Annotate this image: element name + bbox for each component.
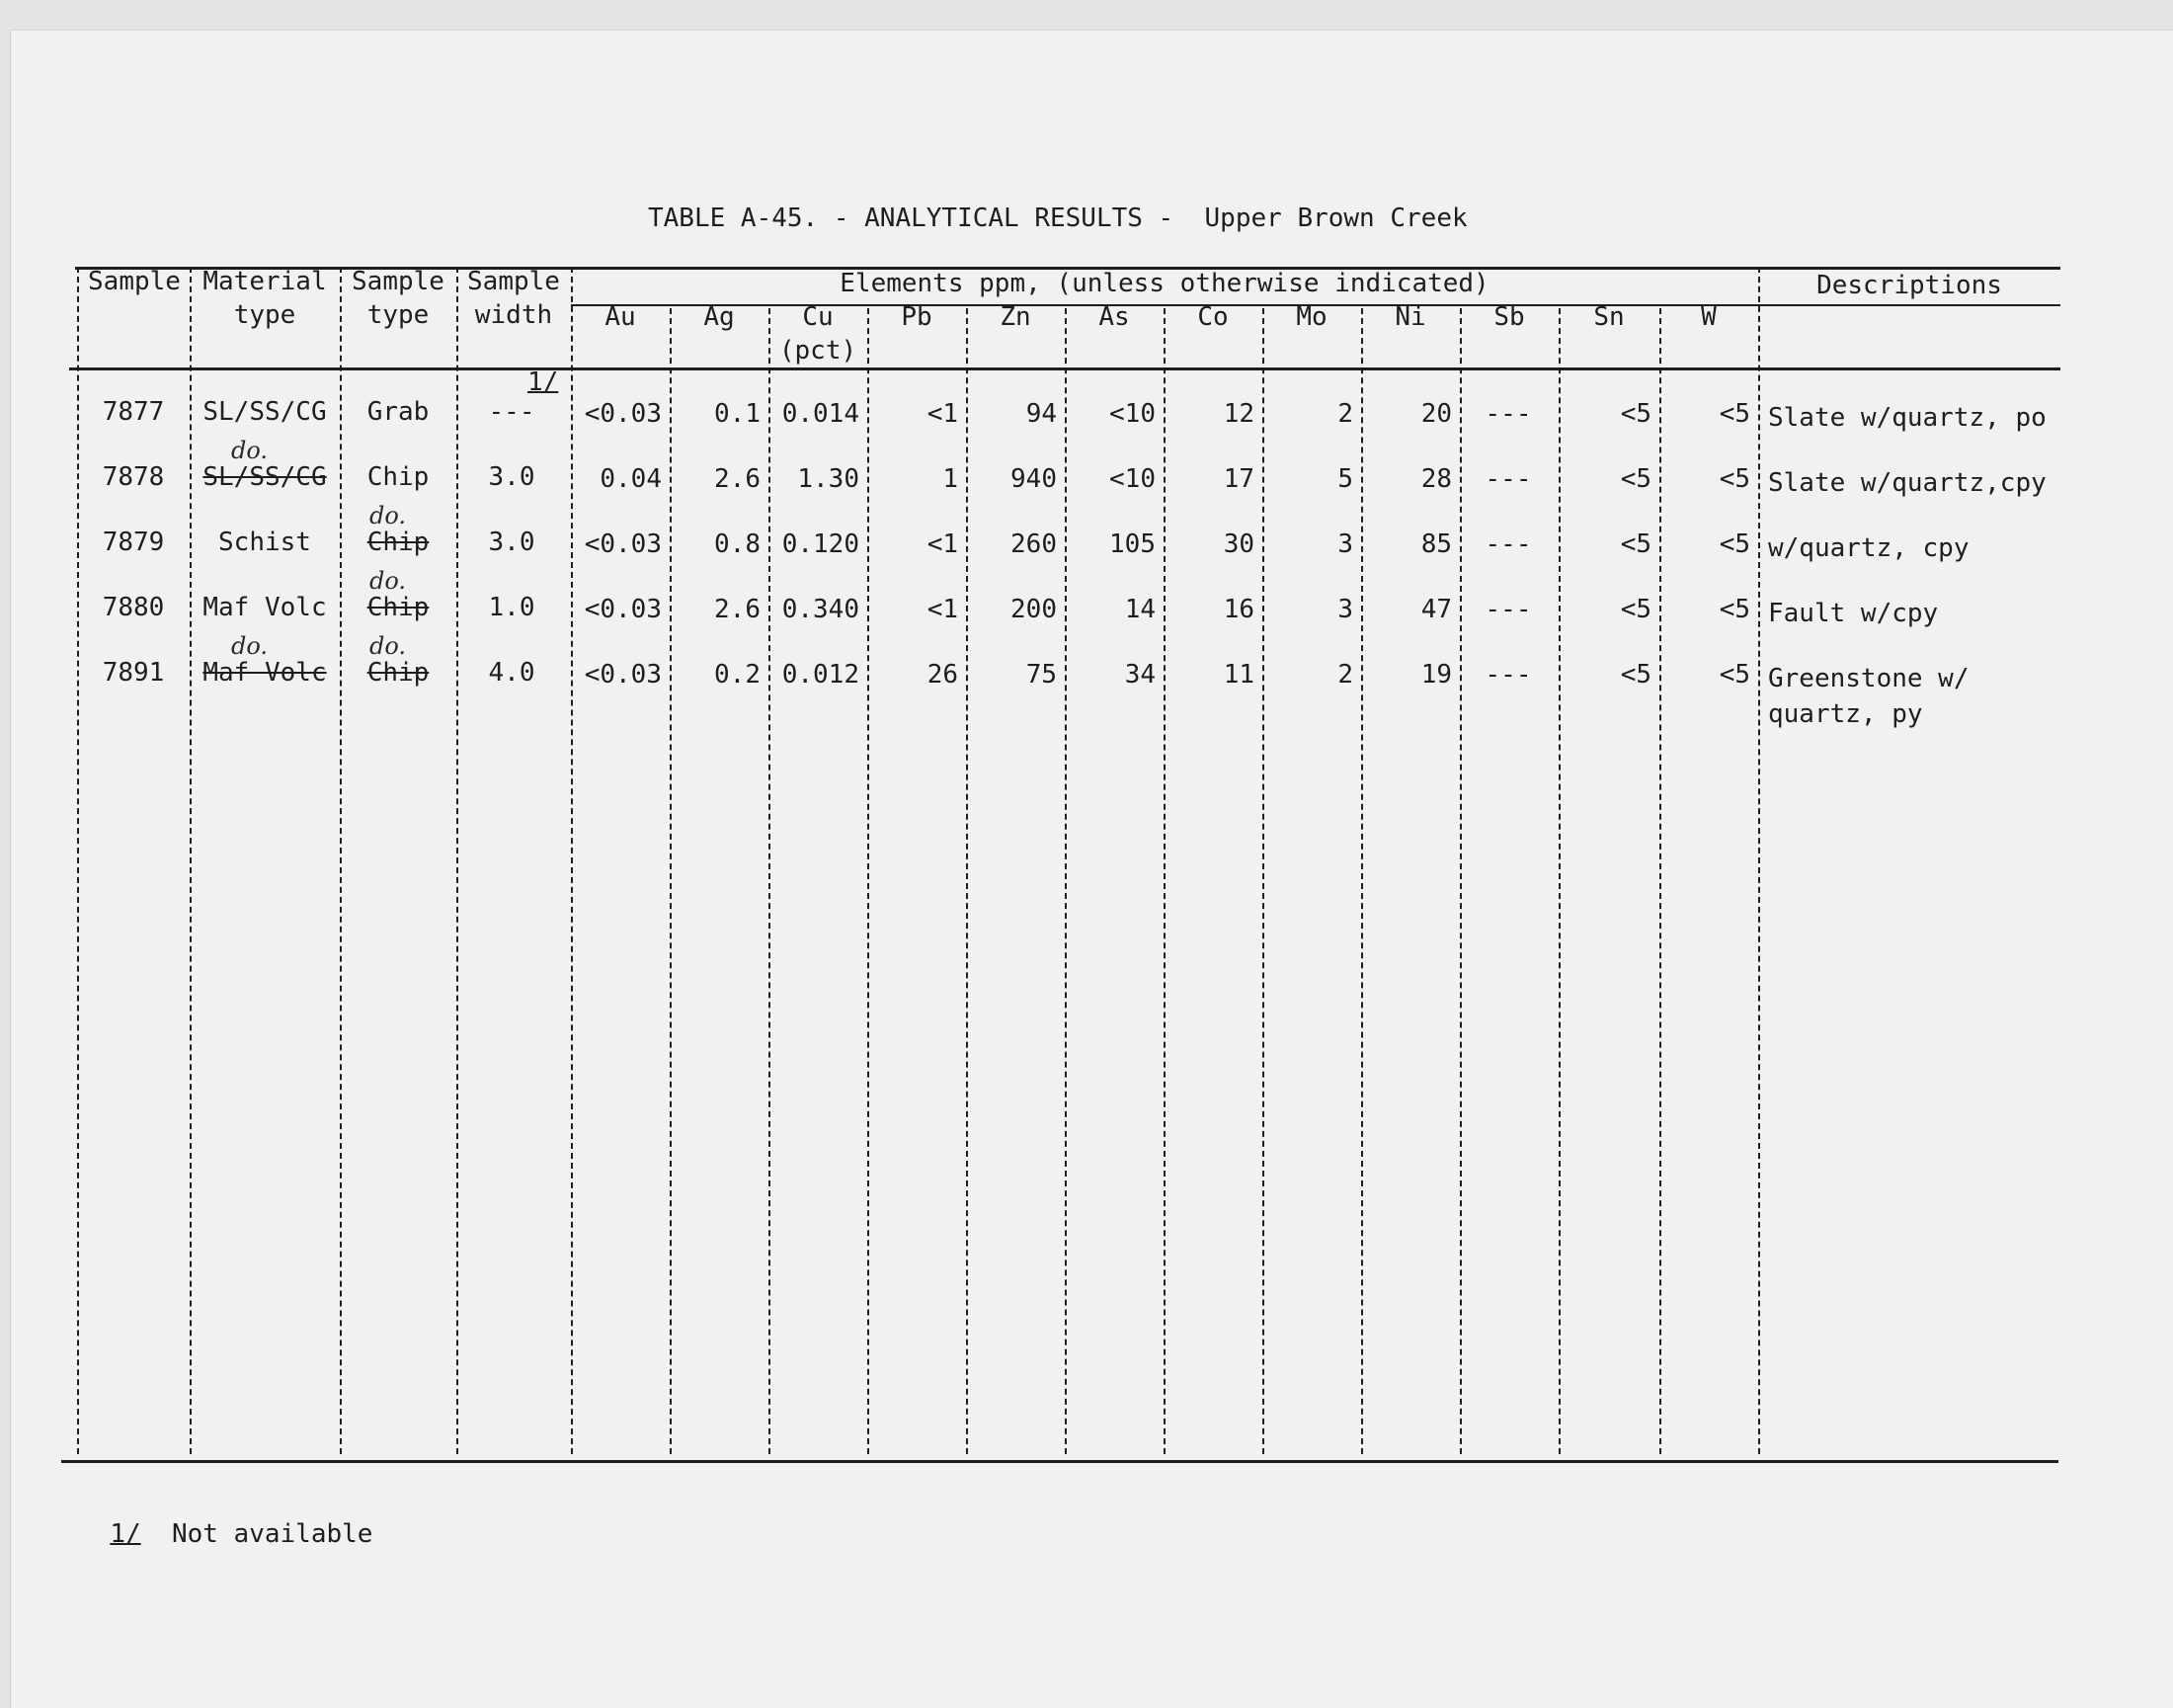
table-row-description: Slate w/quartz,cpy xyxy=(1768,468,2047,498)
table-row-as: <10 xyxy=(1109,464,1156,494)
table-row-as: 105 xyxy=(1109,529,1156,559)
table-row-sample-type: Chip xyxy=(366,593,430,622)
table-row-material: Schist xyxy=(218,528,311,557)
table-row-sample: 7880 xyxy=(102,593,165,622)
table-row-w: <5 xyxy=(1719,660,1750,690)
header-cu-unit: (pct) xyxy=(778,336,857,366)
header-element-ag: Ag xyxy=(703,302,735,332)
table-row-pb: <1 xyxy=(926,529,958,559)
table-row-description: quartz, py xyxy=(1768,699,1923,729)
header-sample-width-2: width xyxy=(474,300,553,330)
header-material-type: Material xyxy=(202,267,327,296)
table-row-sb: --- xyxy=(1485,464,1532,494)
table-row-ag: 0.2 xyxy=(714,660,761,690)
ditto-mark: do. xyxy=(369,502,407,529)
table-row-sample: 7878 xyxy=(102,462,165,492)
column-divider xyxy=(190,267,192,1454)
table-row-pb: <1 xyxy=(926,399,958,429)
table-row-ag: 0.8 xyxy=(714,529,761,559)
table-row-cu: 0.014 xyxy=(781,399,859,429)
table-row-cu: 0.012 xyxy=(781,660,859,690)
table-row-sample-type: Chip xyxy=(366,528,430,557)
footnote-mark: 1/ xyxy=(110,1519,141,1549)
table-row-pb: 26 xyxy=(926,660,958,690)
table-row-ag: 2.6 xyxy=(714,464,761,494)
header-element-au: Au xyxy=(604,302,636,332)
header-element-co: Co xyxy=(1197,302,1229,332)
table-row-sample-width: --- xyxy=(488,397,535,427)
ditto-mark: do. xyxy=(369,632,407,660)
header-sample-type-2: type xyxy=(366,300,430,330)
column-divider xyxy=(1164,308,1166,1454)
table-row-as: <10 xyxy=(1109,399,1156,429)
table-row-mo: 2 xyxy=(1337,399,1353,429)
table-row-sb: --- xyxy=(1485,595,1532,624)
table-row-sample-type: Chip xyxy=(366,658,430,688)
table-row-description: Fault w/cpy xyxy=(1768,599,1939,628)
table-bottom-rule xyxy=(61,1460,2058,1463)
table-row-ni: 19 xyxy=(1420,660,1452,690)
table-row-au: <0.03 xyxy=(584,660,662,690)
table-row-mo: 5 xyxy=(1337,464,1353,494)
table-row-sn: <5 xyxy=(1620,464,1651,494)
table-row-ni: 28 xyxy=(1420,464,1452,494)
table-row-co: 12 xyxy=(1223,399,1254,429)
header-element-zn: Zn xyxy=(1000,302,1031,332)
header-element-sn: Sn xyxy=(1593,302,1625,332)
table-row-mo: 3 xyxy=(1337,595,1353,624)
table-row-mo: 3 xyxy=(1337,529,1353,559)
table-row-material: Maf Volc xyxy=(202,593,327,622)
header-material-type-2: type xyxy=(233,300,296,330)
header-sample-type: Sample xyxy=(352,267,444,296)
column-divider xyxy=(1460,308,1462,1454)
table-row-cu: 0.340 xyxy=(781,595,859,624)
header-descriptions: Descriptions xyxy=(1816,271,2002,300)
table-row-material: SL/SS/CG xyxy=(202,397,327,427)
table-row-au: <0.03 xyxy=(584,595,662,624)
header-element-cu: Cu xyxy=(802,302,834,332)
column-divider xyxy=(1559,308,1561,1454)
table-row-co: 16 xyxy=(1223,595,1254,624)
column-divider xyxy=(77,267,79,1454)
table-row-pb: 1 xyxy=(942,464,958,494)
ditto-mark: do. xyxy=(231,632,269,660)
header-sample: Sample xyxy=(88,267,181,296)
table-row-sample-width: 1.0 xyxy=(488,593,535,622)
table-row-ni: 85 xyxy=(1420,529,1452,559)
table-row-sample: 7891 xyxy=(102,658,165,688)
column-divider xyxy=(966,308,968,1454)
header-sample-width: Sample xyxy=(467,267,560,296)
table-row-sn: <5 xyxy=(1620,660,1651,690)
table-row-sample-width: 3.0 xyxy=(488,462,535,492)
table-row-au: <0.03 xyxy=(584,529,662,559)
table-row-as: 34 xyxy=(1124,660,1156,690)
column-divider xyxy=(768,308,770,1454)
table-row-sn: <5 xyxy=(1620,529,1651,559)
column-divider xyxy=(1758,267,1760,1454)
table-row-description: Greenstone w/ xyxy=(1768,664,1970,693)
table-row-co: 11 xyxy=(1223,660,1254,690)
table-row-co: 17 xyxy=(1223,464,1254,494)
table-row-sample-type: Chip xyxy=(366,462,430,492)
column-divider xyxy=(456,267,458,1454)
table-row-zn: 94 xyxy=(1025,399,1057,429)
table-row-description: w/quartz, cpy xyxy=(1768,533,1970,563)
footnote-text: Not available xyxy=(171,1519,373,1549)
table-row-sample: 7879 xyxy=(102,528,165,557)
header-element-as: As xyxy=(1098,302,1130,332)
table-row-w: <5 xyxy=(1719,399,1750,429)
table-title: TABLE A-45. - ANALYTICAL RESULTS - Upper Brown Creek xyxy=(648,203,1468,233)
ditto-mark: do. xyxy=(231,437,269,464)
table-row-sample-width: 3.0 xyxy=(488,528,535,557)
column-divider xyxy=(867,308,869,1454)
table-row-ag: 0.1 xyxy=(714,399,761,429)
table-row-cu: 1.30 xyxy=(797,464,859,494)
column-divider xyxy=(1065,308,1067,1454)
table-row-ni: 47 xyxy=(1420,595,1452,624)
header-elements-group: Elements ppm, (unless otherwise indicated) xyxy=(840,269,1489,298)
column-divider xyxy=(1659,308,1661,1454)
table-row-sn: <5 xyxy=(1620,595,1651,624)
table-row-sb: --- xyxy=(1485,399,1532,429)
column-divider xyxy=(571,267,573,1454)
header-element-w: W xyxy=(1701,302,1717,332)
table-row-pb: <1 xyxy=(926,595,958,624)
table-row-zn: 260 xyxy=(1010,529,1057,559)
table-row-material: Maf Volc xyxy=(202,658,327,688)
table-row-sb: --- xyxy=(1485,660,1532,690)
table-row-sample: 7877 xyxy=(102,397,165,427)
column-divider xyxy=(1262,308,1264,1454)
table-row-sb: --- xyxy=(1485,529,1532,559)
table-row-zn: 200 xyxy=(1010,595,1057,624)
table-row-cu: 0.120 xyxy=(781,529,859,559)
table-row-as: 14 xyxy=(1124,595,1156,624)
table-row-mo: 2 xyxy=(1337,660,1353,690)
table-row-au: 0.04 xyxy=(600,464,662,494)
header-element-sb: Sb xyxy=(1493,302,1525,332)
column-divider xyxy=(1361,308,1363,1454)
column-divider xyxy=(340,267,342,1454)
header-element-ni: Ni xyxy=(1395,302,1426,332)
table-row-sn: <5 xyxy=(1620,399,1651,429)
column-divider xyxy=(670,308,672,1454)
table-row-sample-width: 4.0 xyxy=(488,658,535,688)
table-row-zn: 75 xyxy=(1025,660,1057,690)
table-row-zn: 940 xyxy=(1010,464,1057,494)
footnote xyxy=(79,1490,372,1549)
table-row-au: <0.03 xyxy=(584,399,662,429)
table-row-w: <5 xyxy=(1719,529,1750,559)
table-row-w: <5 xyxy=(1719,595,1750,624)
table-row-ag: 2.6 xyxy=(714,595,761,624)
ditto-mark: do. xyxy=(369,567,407,595)
table-row-description: Slate w/quartz, po xyxy=(1768,403,2047,433)
table-row-material: SL/SS/CG xyxy=(202,462,327,492)
table-row-ni: 20 xyxy=(1420,399,1452,429)
header-element-mo: Mo xyxy=(1296,302,1328,332)
header-element-pb: Pb xyxy=(901,302,932,332)
table-row-co: 30 xyxy=(1223,529,1254,559)
table-row-sample-type: Grab xyxy=(366,397,430,427)
sample-width-footnote-mark: 1/ xyxy=(527,367,559,397)
table-row-w: <5 xyxy=(1719,464,1750,494)
